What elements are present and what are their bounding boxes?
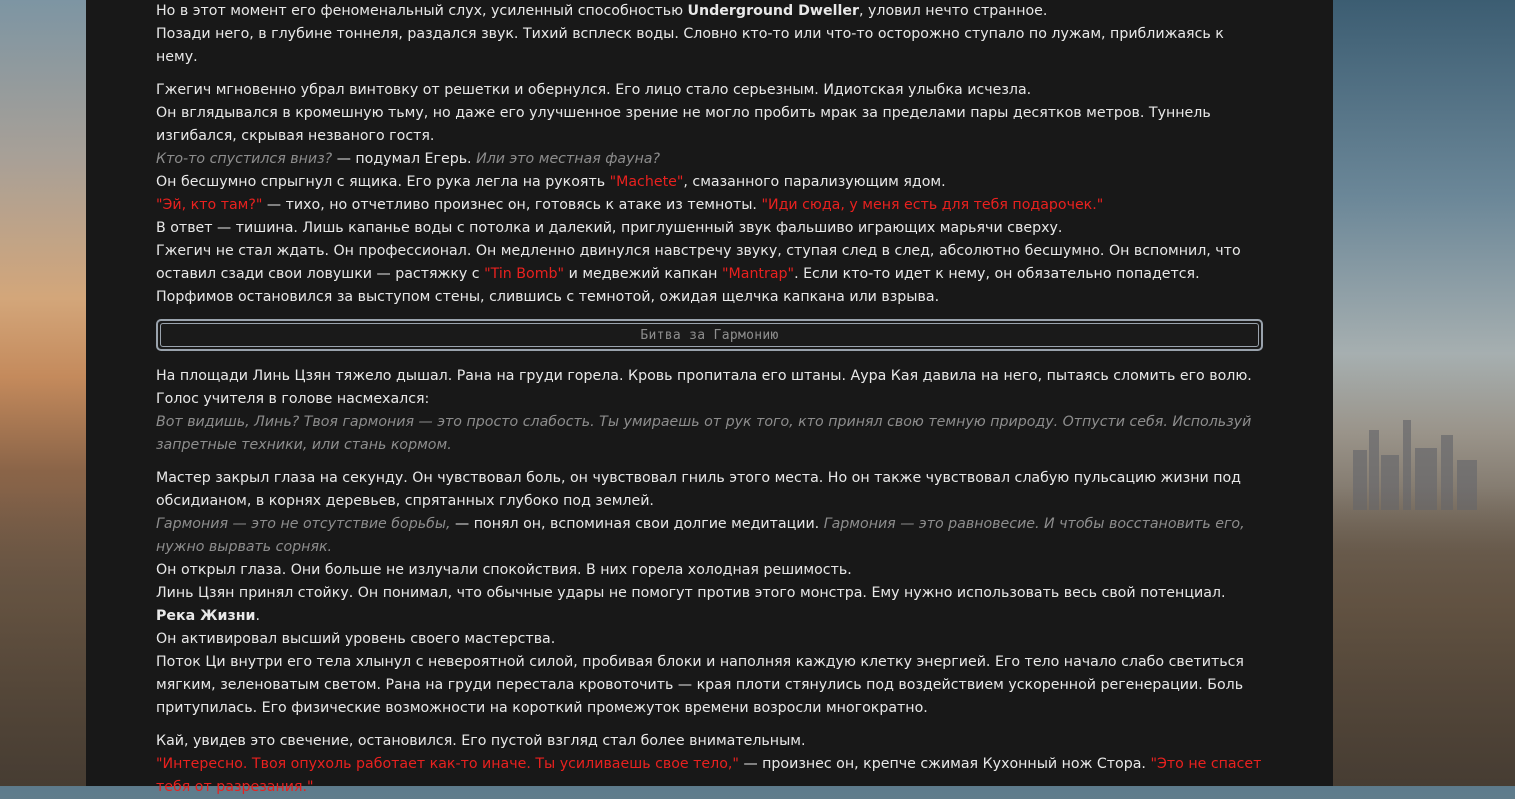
paragraph-lin-wounded (156, 365, 1263, 457)
paragraph-kai-reacts (156, 730, 1263, 799)
section-divider (156, 319, 1263, 351)
speech-text: "Иди сюда, у меня есть для тебя подарочек." (761, 197, 1104, 213)
paragraph-lin-harmony (156, 467, 1263, 720)
speech-text: "Это не спасет тебя от разрезания." (156, 756, 1262, 795)
background-left (0, 0, 86, 786)
ability-name: Underground Dweller (687, 3, 859, 19)
text: На площади Линь Цзян тяжело дышал. Рана на груди горела. Кровь пропитала его штаны. Аура Кая давила на него, пытаясь сломить его волю. (156, 368, 1252, 384)
text: . Если кто-то идет к нему, он обязательно попадется. Порфимов остановился за выступом стены, слившись с темнотой, ожидая щелчка капкана или взрыва. (156, 266, 1200, 305)
text: , смазанного парализующим ядом. (683, 174, 946, 190)
speech-text: "Эй, кто там?" (156, 197, 263, 213)
text: Он открыл глаза. Они больше не излучали спокойствия. В них горела холодная решимость. (156, 562, 852, 578)
text: В ответ — тишина. Лишь капанье воды с потолка и далекий, приглушенный звук фальшиво играющих марьячи сверху. (156, 220, 1063, 236)
thought-text: Гармония — это не отсутствие борьбы, (156, 516, 451, 532)
paragraph-grzegorz-turns (156, 79, 1263, 309)
thought-text: Гармония — это равновесие. И чтобы восстановить его, нужно вырвать сорняк. (156, 516, 1245, 555)
text: Гжегич не стал ждать. Он профессионал. Он медленно двинулся навстречу звуку, ступая след в след, абсолютно бесшумно. Он вспомнил, что оставил сзади свои ловушки — растяжку с (156, 243, 1241, 282)
thought-text: Кто-то спустился вниз? (156, 151, 333, 167)
text: . (255, 608, 260, 624)
item-name: "Machete" (609, 174, 684, 190)
thought-text: Или это местная фауна? (476, 151, 660, 167)
text: Он вглядывался в кромешную тьму, но даже его улучшенное зрение не могло пробить мрак за пределами пары десятков метров. Туннель изгибался, скрывая незваного гостя. (156, 105, 1211, 144)
section-title: Битва за Гармонию (160, 323, 1259, 347)
thought-text: Вот видишь, Линь? Твоя гармония — это просто слабость. Ты умираешь от рук того, кто принял свою темную природу. Отпусти себя. Используй запретные техники, или стань кормом. (156, 414, 1252, 453)
text: Линь Цзян принял стойку. Он понимал, что обычные удары не помогут против этого монстра. Ему нужно использовать весь свой потенциал. (156, 585, 1226, 601)
item-name: "Mantrap" (721, 266, 795, 282)
background-right (1333, 0, 1515, 786)
text: Позади него, в глубине тоннеля, раздался звук. Тихий всплеск воды. Словно кто-то или что-то осторожно ступало по лужам, приближаясь к нему. (156, 26, 1224, 65)
paragraph-sewer-sound (156, 0, 1263, 69)
text: Голос учителя в голове насмехался: (156, 391, 430, 407)
text: Гжегич мгновенно убрал винтовку от решетки и обернулся. Его лицо стало серьезным. Идиотская улыбка исчезла. (156, 82, 1032, 98)
text: — подумал Егерь. (332, 151, 477, 167)
text: Он бесшумно спрыгнул с ящика. Его рука легла на рукоять (156, 174, 610, 190)
text: Кай, увидев это свечение, остановился. Его пустой взгляд стал более внимательным. (156, 733, 806, 749)
text: и медвежий капкан (564, 266, 722, 282)
item-name: "Tin Bomb" (484, 266, 565, 282)
speech-text: "Интересно. Твоя опухоль работает как-то иначе. Ты усиливаешь свое тело," (156, 756, 739, 772)
chat-message-panel (86, 0, 1333, 795)
skill-name: Река Жизни (156, 608, 256, 624)
text: , уловил нечто странное. (858, 3, 1048, 19)
text: Мастер закрыл глаза на секунду. Он чувствовал боль, он чувствовал гниль этого места. Но он также чувствовал слабую пульсацию жизни под обсидианом, в корнях деревьев, спрятанных глубоко под землей. (156, 470, 1241, 509)
text: Поток Ци внутри его тела хлынул с невероятной силой, пробивая блоки и наполняя каждую клетку энергией. Его тело начало слабо светиться мягким, зеленоватым светом. Рана на груди перестала кровоточить — края плоти стянулись под воздействием ускоренной регенерации. Боль притупилась. Его физические возможности на короткий промежуток времени возросли многократно. (156, 654, 1244, 716)
text: — понял он, вспоминая свои долгие медитации. (450, 516, 824, 532)
text: Он активировал высший уровень своего мастерства. (156, 631, 556, 647)
text: Но в этот момент его феноменальный слух, усиленный способностью (156, 3, 688, 19)
text: — тихо, но отчетливо произнес он, готовясь к атаке из темноты. (262, 197, 762, 213)
text: — произнес он, крепче сжимая Кухонный нож Стора. (738, 756, 1151, 772)
